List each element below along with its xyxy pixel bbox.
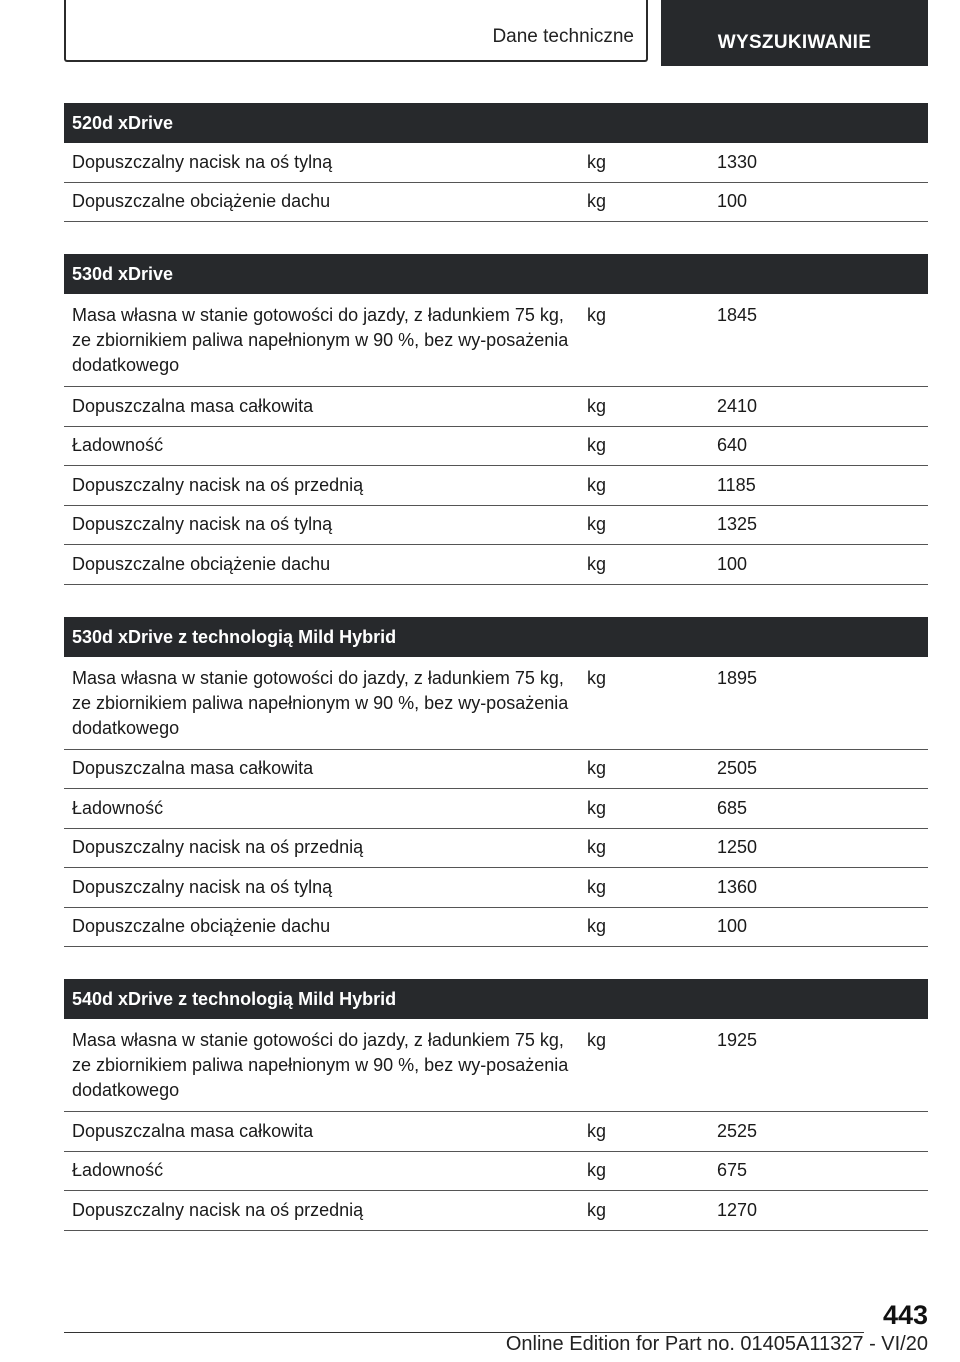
row-label: Ładowność	[72, 1160, 164, 1181]
row-value: 685	[717, 797, 748, 818]
row-label: Dopuszczalna masa całkowita	[72, 758, 314, 779]
row-value: 2410	[717, 395, 758, 416]
page-header	[64, 0, 928, 66]
row-value: 100	[717, 191, 748, 212]
table-row	[64, 427, 928, 467]
row-unit: kg	[587, 797, 607, 818]
row-label: Dopuszczalny nacisk na oś przednią	[72, 474, 364, 495]
table-row	[64, 868, 928, 908]
row-label: Dopuszczalny nacisk na oś przednią	[72, 837, 364, 858]
row-label: Ładowność	[72, 435, 164, 456]
table-row	[64, 1112, 928, 1152]
spec-table-title: 520d xDrive	[64, 103, 928, 143]
row-unit: kg	[587, 1120, 607, 1141]
spec-table-title: 530d xDrive z technologią Mild Hybrid	[64, 617, 928, 657]
row-label: Dopuszczalna masa całkowita	[72, 395, 314, 416]
row-unit: kg	[587, 435, 607, 456]
row-value: 1330	[717, 151, 758, 172]
row-value: 675	[717, 1160, 748, 1181]
row-label: Masa własna w stanie gotowości do jazdy, z ładunkiem 75 kg, ze zbiornikiem paliwa napełnionym w 90 %, bez wy-posażenia dodatkowego	[72, 667, 569, 738]
row-value: 1250	[717, 837, 758, 858]
table-row	[64, 183, 928, 223]
row-label: Dopuszczalny nacisk na oś tylną	[72, 151, 333, 172]
row-unit: kg	[587, 1199, 607, 1220]
row-label: Dopuszczalna masa całkowita	[72, 1120, 314, 1141]
row-unit: kg	[587, 191, 607, 212]
row-value: 1360	[717, 876, 758, 897]
table-row	[64, 657, 928, 750]
spec-table-title: 530d xDrive	[64, 254, 928, 294]
spec-table	[64, 979, 928, 1231]
spec-table	[64, 617, 928, 948]
row-unit: kg	[587, 667, 607, 688]
row-value: 640	[717, 435, 748, 456]
section-title: Dane techniczne	[492, 26, 634, 47]
table-row	[64, 294, 928, 387]
row-unit: kg	[587, 1030, 607, 1050]
row-unit: kg	[587, 1160, 607, 1181]
row-label: Masa własna w stanie gotowości do jazdy, z ładunkiem 75 kg, ze zbiornikiem paliwa napełnionym w 90 %, bez wy-posażenia dodatkowego	[72, 1030, 569, 1100]
row-value: 1925	[717, 1030, 758, 1050]
table-row	[64, 143, 928, 183]
spec-table	[64, 254, 928, 585]
row-value: 1325	[717, 514, 758, 535]
row-unit: kg	[587, 514, 607, 535]
footer-edition-text: Online Edition for Part no. 01405A11327 - VI/20	[505, 1333, 928, 1355]
table-row	[64, 750, 928, 790]
row-unit: kg	[587, 758, 607, 779]
table-row	[64, 387, 928, 427]
row-label: Dopuszczalny nacisk na oś przednią	[72, 1199, 364, 1220]
row-value: 1845	[717, 305, 758, 325]
spec-table-title: 540d xDrive z technologią Mild Hybrid	[64, 979, 928, 1019]
table-row	[64, 829, 928, 869]
table-row	[64, 1191, 928, 1231]
section-tab	[64, 0, 648, 62]
row-label: Dopuszczalny nacisk na oś tylną	[72, 876, 333, 897]
row-label: Dopuszczalny nacisk na oś tylną	[72, 514, 333, 535]
page-number: 443	[882, 1300, 928, 1330]
table-row	[64, 789, 928, 829]
row-unit: kg	[587, 837, 607, 858]
table-row	[64, 545, 928, 585]
table-row	[64, 1019, 928, 1112]
row-unit: kg	[587, 305, 607, 325]
row-label: Dopuszczalne obciążenie dachu	[72, 916, 331, 937]
row-value: 1185	[717, 474, 756, 495]
row-value: 2525	[717, 1120, 758, 1141]
spec-table	[64, 103, 928, 222]
row-unit: kg	[587, 916, 607, 937]
table-row	[64, 1152, 928, 1192]
row-value: 100	[717, 916, 748, 937]
row-unit: kg	[587, 395, 607, 416]
search-tab-label: WYSZUKIWANIE	[717, 32, 872, 53]
row-unit: kg	[587, 553, 607, 574]
row-label: Dopuszczalne obciążenie dachu	[72, 553, 331, 574]
table-row	[64, 466, 928, 506]
spec-tables-container	[64, 103, 928, 1263]
row-label: Dopuszczalne obciążenie dachu	[72, 191, 331, 212]
row-value: 100	[717, 553, 748, 574]
row-value: 1270	[717, 1199, 758, 1220]
row-unit: kg	[587, 151, 607, 172]
table-row	[64, 908, 928, 948]
table-row	[64, 506, 928, 546]
search-tab-button[interactable]	[661, 0, 928, 66]
row-label: Masa własna w stanie gotowości do jazdy, z ładunkiem 75 kg, ze zbiornikiem paliwa napełnionym w 90 %, bez wy-posażenia dodatkowego	[72, 305, 569, 375]
row-value: 2505	[717, 758, 758, 779]
row-unit: kg	[587, 474, 607, 495]
row-value: 1895	[717, 667, 758, 688]
row-label: Ładowność	[72, 797, 164, 818]
row-unit: kg	[587, 876, 607, 897]
